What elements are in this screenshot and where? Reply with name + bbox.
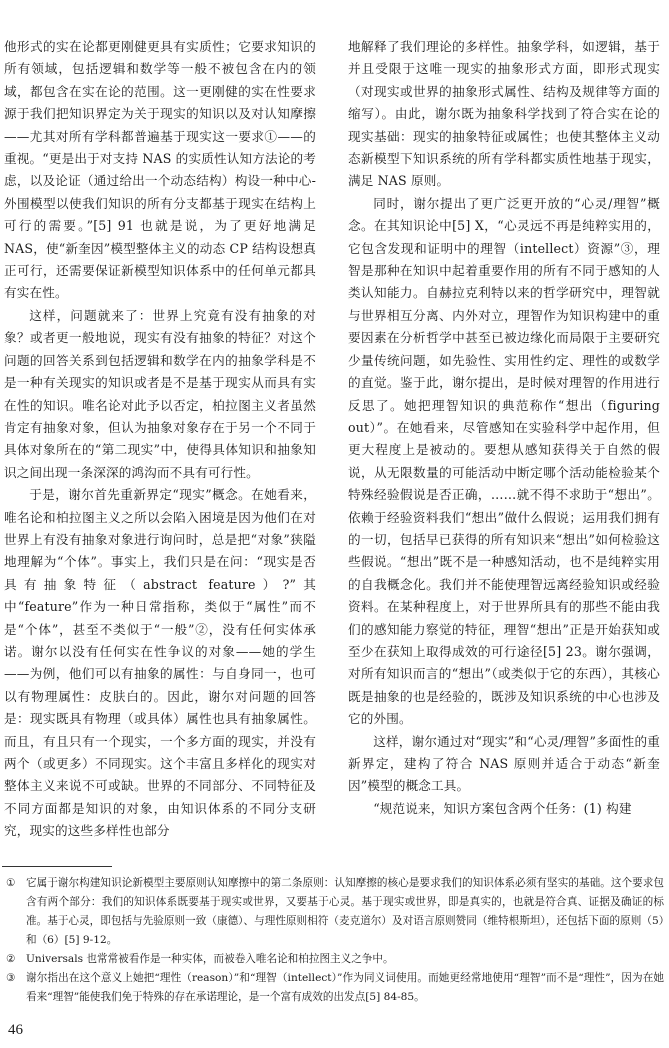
paragraph: 地解释了我们理论的多样性。抽象学科，如逻辑，基于并且受限于这唯一现实的抽象形式方面，即形式现实（对现实或世界的抽象形式属性、结构及规律等方面的缩写）。由此，谢尔既为抽象科学找到了符合实在论的现实基础：现实的抽象特征或属性；也使其整体主义动态新模型下知识系统的所有学科都实质性地基于现实，满足 NAS 原则。 (348, 39, 660, 189)
footnote-text: 它属于谢尔构建知识论新模型主要原则认知摩擦中的第二条原则：认知摩擦的核心是要求我们的知识体系必须有坚实的基础。这个要求包含有两个部分：我们的知识体系既要基于现实或世界，又要基于心灵。基于现实或世界，即是真实的，也就是符合真、证据及确证的标准。基于心灵，即包括与先验原则一致（康德）、与理性原则相符（麦克道尔）及对语言原则赞同（维特根斯坦），还包括下面的原则（5）和（6）[5] 9-12。 (26, 877, 664, 946)
footnote-marker: ① (6, 877, 16, 889)
footnote-divider (2, 866, 112, 867)
footnotes (6, 874, 664, 1007)
right-column (348, 36, 660, 820)
paragraph: “规范说来，知识方案包含两个任务：(1) 构建 (373, 800, 632, 816)
footnote-marker: ② (6, 953, 16, 965)
page-number: 46 (8, 1022, 23, 1038)
footnote-text: Universals 也常常被看作是一种实体，而被卷入唯名论和柏拉图主义之争中。 (26, 953, 394, 965)
paragraph: 同时，谢尔提出了更广泛更开放的“心灵/理智”概念。在其知识论中[5] X，“心灵远不再是纯粹实用的，它包含发现和证明中的理智（intellect）资源”③，理智是那种在知识中起着重要作用的所有不同于感知的人类认知能力。自赫拉克利特以来的哲学研究中，理智就与世界相互分离、内外对立，理智作为知识构建中的重要因素在分析哲学中甚至已被边缘化而局限于主要研究少量传统问题，如先验性、实用性约定、理性的或数学的直觉。鉴于此，谢尔提出，是时候对理智的作用进行反思了。她把理智知识的典范称作“想出（figuring out）”。在她看来，尽管感知在实验科学中起作用，但更大程度上是被动的。要想从感知获得关于自然的假说，从无限数量的可能活动中断定哪个活动能检验某个特殊经验假说是否正确，……就不得不求助于“想出”。依赖于经验资料我们“想出”做什么假说；运用我们拥有的一切，包括早已获得的所有知识来“想出”如何检验这些假说。“想出”既不是一种感知活动，也不是纯粹实用的自我概念化。我们并不能使理智远离经验知识或经验资料。在某种程度上，对于世界所具有的那些不能由我们的感知能力察觉的特征，理智“想出”正是开始获知或至少在获知上取得成效的可行途径[5] 23。谢尔强调，对所有知识而言的“想出”（或类似于它的东西），其核心既是抽象的也是经验的，既涉及知识系统的中心也涉及它的外围。 (348, 195, 660, 727)
footnote (6, 950, 664, 969)
paragraph: 他形式的实在论都更刚健更具有实质性；它要求知识的所有领域，包括逻辑和数学等一般不被包含在内的领域，都包含在实在论的范围。这一更刚健的实在性要求源于我们把知识界定为关于现实的知识以及对认知摩擦——尤其对所有学科都普遍基于现实这一要求①——的重视。“更是出于对支持 NAS 的实质性认知方法论的考虑，以及论证（通过给出一个动态结构）构设一种中心-外围模型以使我们知识的所有分支都基于现实在结构上可行的需要。”[5] 91 也就是说，为了更好地满足 NAS，使“新奎因”模型整体主义的动态 CP 结构设想真正可行，还需要保证新模型知识体系中的任何单元都具有实在性。 (4, 39, 316, 301)
footnote (6, 969, 664, 1007)
paragraph: 这样，问题就来了：世界上究竟有没有抽象的对象？或者更一般地说，现实有没有抽象的特征？对这个问题的回答关系到包括逻辑和数学在内的抽象学科是不是一种有关现实的知识或者是不是基于现实从而具有实在性的知识。唯名论对此予以否定，柏拉图主义者虽然肯定有抽象对象，但认为抽象对象存在于另一个不同于具体对象所在的“第二现实”中，使得具体知识和抽象知识之间出现一条深深的鸿沟而不具有可行性。 (4, 307, 316, 480)
footnote-marker: ③ (6, 972, 16, 984)
footnote (6, 874, 664, 950)
footnote-text: 谢尔指出在这个意义上她把“理性（reason）”和“理智（intellect）”作为同义词使用。而她更经常地使用“理智”而不是“理性”，因为在她看来“理智”能使我们免于特殊的存在承诺理论，是一个富有成效的出发点[5] 84-85。 (26, 972, 664, 1003)
left-column (4, 36, 316, 843)
paragraph: 于是，谢尔首先重新界定“现实”概念。在她看来，唯名论和柏拉图主义之所以会陷入困境是因为他们在对世界上有没有抽象对象进行询问时，总是把“对象”狭隘地理解为“个体”。事实上，我们只是在问：“现实是否具有抽象特征（abstract feature）?”其中“feature”作为一种日常指称，类似于“属性”而不是“个体”，甚至不类似于“一般”②，没有任何实体承诺。谢尔以没有任何实在性争议的对象——她的学生——为例，他们可以有抽象的属性：与自身同一，也可以有物理属性：皮肤白的。因此，谢尔对问题的回答是：现实既具有物理（或具体）属性也具有抽象属性。而且，有且只有一个现实，一个多方面的现实，并没有两个（或更多）不同现实。这个丰富且多样化的现实对整体主义来说不可或缺。世界的不同部分、不同特征及不同方面都是知识的对象，由知识体系的不同分支研究，现实的这些多样性也部分 (4, 487, 316, 839)
paragraph: 这样，谢尔通过对“现实”和“心灵/理智”多面性的重新界定，建构了符合 NAS 原则并适合于动态“新奎因”模型的概念工具。 (348, 733, 660, 794)
